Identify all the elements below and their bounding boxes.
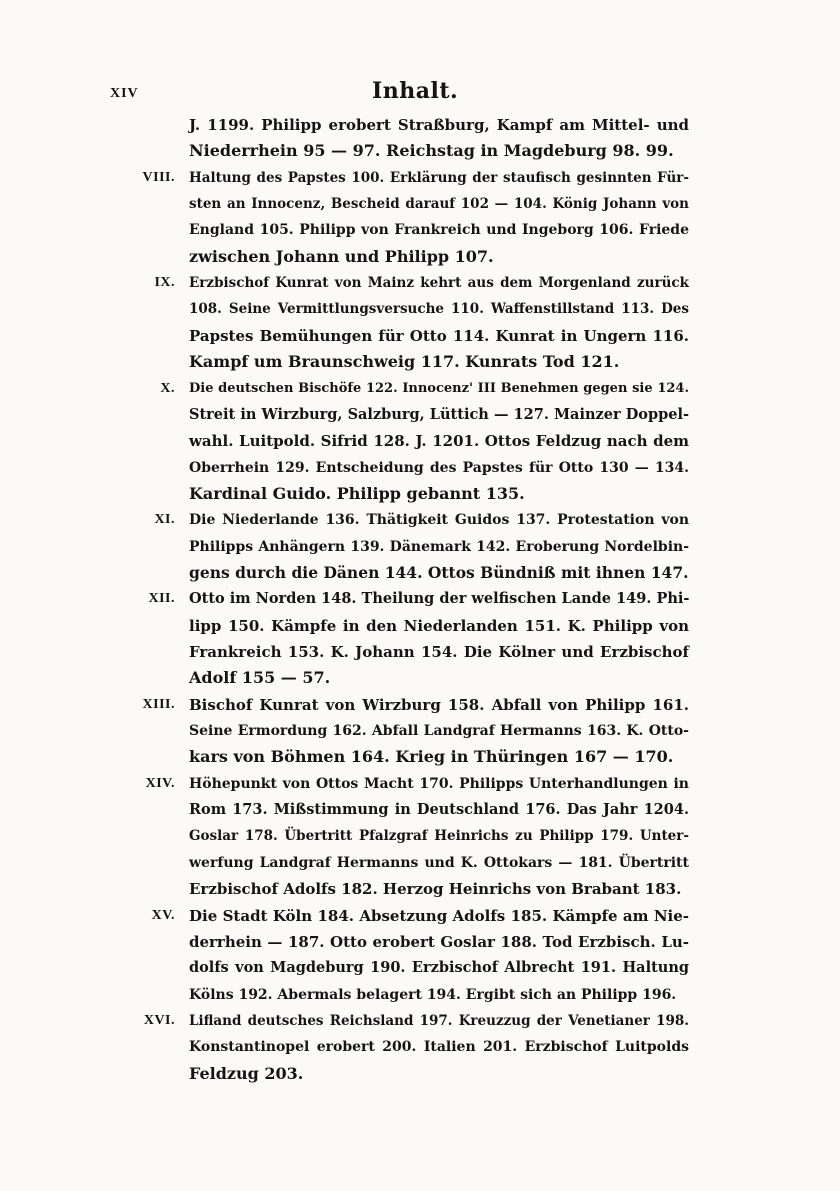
- toc-line: Oberrhein 129. Entscheidung des Papstes für Otto 130 — 134.: [189, 459, 689, 476]
- toc-line: Kampf um Braunschweig 117. Kunrats Tod 121.: [189, 352, 620, 372]
- toc-line: dolfs von Magdeburg 190. Erzbischof Albrecht 191. Haltung: [189, 959, 689, 977]
- running-head: [0, 78, 840, 112]
- toc-line: Frankreich 153. K. Johann 154. Die Kölner und Erzbischof: [189, 643, 689, 661]
- toc-line: Konstantinopel erobert 200. Italien 201. Erzbischof Luitpolds: [189, 1039, 689, 1056]
- chapter-numeral: XIII.: [142, 696, 175, 712]
- toc-line: Die deutschen Bischöfe 122. Innocenz' III Benehmen gegen sie 124.: [189, 380, 689, 396]
- toc-line: Kardinal Guido. Philipp gebannt 135.: [189, 483, 525, 503]
- toc-line: Kölns 192. Abermals belagert 194. Ergibt sich an Philipp 196.: [189, 986, 677, 1003]
- toc-line: Philipps Anhängern 139. Dänemark 142. Eroberung Nordelbin-: [189, 538, 689, 555]
- toc-line: derrhein — 187. Otto erobert Goslar 188. Tod Erzbisch. Lu-: [189, 932, 689, 951]
- toc-line: Höhepunkt von Ottos Macht 170. Philipps Unterhandlungen in: [189, 775, 689, 792]
- chapter-numeral: IX.: [154, 275, 175, 291]
- toc-line: Die Stadt Köln 184. Absetzung Adolfs 185. Kämpfe am Nie-: [189, 906, 689, 925]
- chapter-numeral: VIII.: [142, 169, 175, 185]
- toc-line: Erzbischof Kunrat von Mainz kehrt aus dem Morgenland zurück: [189, 275, 689, 292]
- chapter-numeral: XII.: [148, 591, 175, 607]
- toc-line: Goslar 178. Übertritt Pfalzgraf Heinrichs zu Philipp 179. Unter-: [189, 828, 689, 845]
- toc-line: Bischof Kunrat von Wirzburg 158. Abfall von Philipp 161.: [189, 695, 689, 714]
- chapter-numeral: X.: [160, 380, 175, 396]
- toc-line: Otto im Norden 148. Theilung der welfischen Lande 149. Phi-: [189, 590, 690, 608]
- toc-line: wahl. Luitpold. Sifrid 128. J. 1201. Ottos Feldzug nach dem: [189, 432, 689, 451]
- toc-line: Papstes Bemühungen für Otto 114. Kunrat in Ungern 116.: [189, 326, 689, 345]
- toc-line: kars von Böhmen 164. Krieg in Thüringen 167 — 170.: [189, 747, 674, 767]
- toc-line: gens durch die Dänen 144. Ottos Bündniß mit ihnen 147.: [189, 562, 689, 582]
- toc-line: Rom 173. Mißstimmung in Deutschland 176. Das Jahr 1204.: [189, 801, 689, 819]
- toc-line: Adolf 155 — 57.: [189, 668, 331, 688]
- toc-line: sten an Innocenz, Bescheid darauf 102 — 104. König Johann von: [189, 196, 689, 213]
- toc-line: England 105. Philipp von Frankreich und Ingeborg 106. Friede: [189, 222, 689, 239]
- toc-line: Erzbischof Adolfs 182. Herzog Heinrichs von Brabant 183.: [189, 880, 682, 899]
- toc-line: Seine Ermordung 162. Abfall Landgraf Hermanns 163. K. Otto-: [189, 723, 689, 740]
- toc-line: Die Niederlande 136. Thätigkeit Guidos 137. Protestation von: [189, 512, 689, 529]
- toc-line: J. 1199. Philipp erobert Straßburg, Kampf am Mittel- und: [189, 116, 689, 134]
- toc-line: Niederrhein 95 — 97. Reichstag in Magdeburg 98. 99.: [189, 141, 674, 161]
- chapter-numeral: XV.: [151, 907, 175, 923]
- toc-line: lipp 150. Kämpfe in den Niederlanden 151. K. Philipp von: [189, 616, 689, 635]
- toc-line: Streit in Wirzburg, Salzburg, Lüttich — 127. Mainzer Doppel-: [189, 405, 689, 423]
- toc-line: werfung Landgraf Hermanns und K. Ottokars — 181. Übertritt: [189, 854, 689, 871]
- chapter-numeral: XI.: [154, 512, 175, 528]
- toc-line: Haltung des Papstes 100. Erklärung der staufisch gesinnten Für-: [189, 169, 689, 186]
- chapter-numeral: XIV.: [145, 775, 175, 791]
- toc-line: Feldzug 203.: [189, 1063, 304, 1083]
- page-title: Inhalt.: [372, 78, 459, 104]
- toc-line: Lifland deutsches Reichsland 197. Kreuzzug der Venetianer 198.: [189, 1012, 689, 1029]
- toc-line: 108. Seine Vermittlungsversuche 110. Waffenstillstand 113. Des: [189, 301, 689, 318]
- toc-line: zwischen Johann und Philipp 107.: [189, 246, 494, 266]
- chapter-numeral: XVI.: [143, 1012, 175, 1028]
- page-number: XIV: [110, 86, 139, 101]
